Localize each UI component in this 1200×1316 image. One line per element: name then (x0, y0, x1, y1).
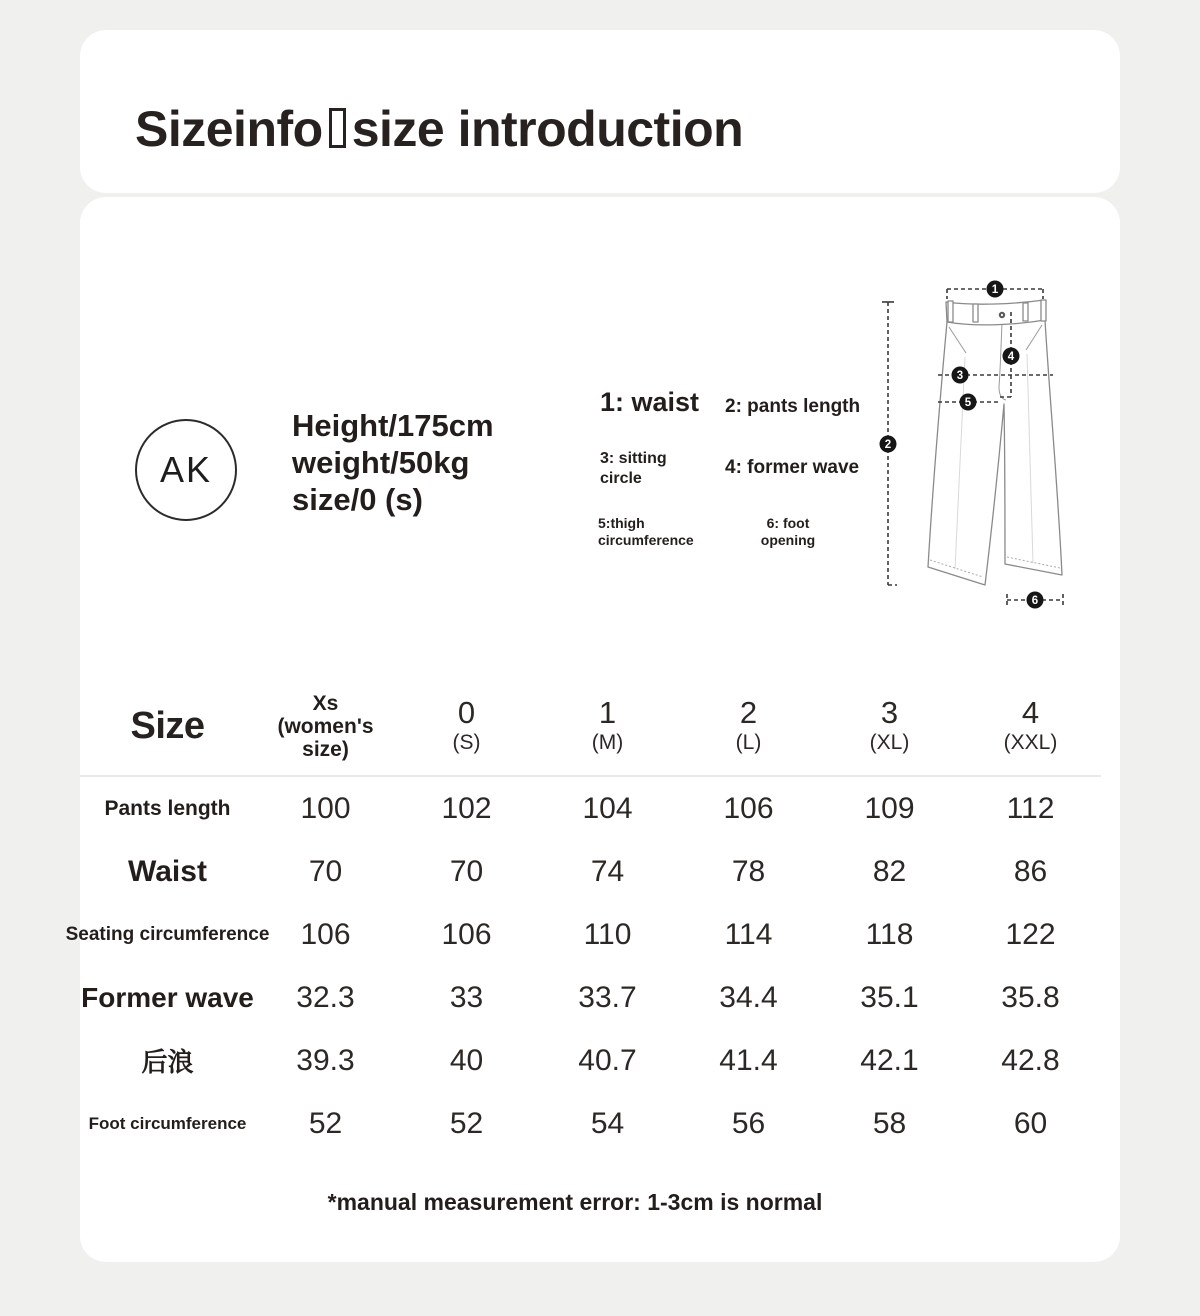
column-size-number: 0 (457, 695, 476, 730)
column-size-letter: (XXL) (1003, 731, 1058, 754)
row-label: 后浪 (141, 1047, 194, 1077)
pants-measurement-diagram (875, 269, 1120, 619)
marker-3 (952, 367, 969, 384)
measurement-value: 112 (1006, 791, 1055, 825)
size-table (65, 677, 1101, 1155)
column-size-letter: (women's size) (277, 714, 374, 761)
measurement-value: 102 (441, 791, 492, 825)
belt-loop (1023, 303, 1028, 321)
measurement-value: 42.8 (1001, 1043, 1060, 1077)
belt-loop (973, 304, 978, 322)
measurement-value: 86 (1013, 854, 1048, 888)
measurement-value: 52 (308, 1106, 343, 1140)
column-size-number: 1 (598, 695, 617, 730)
svg-text:5: 5 (964, 397, 972, 409)
page-title (135, 102, 743, 157)
measurement-value: 40.7 (578, 1043, 637, 1077)
title-card (80, 30, 1120, 193)
measurement-value: 109 (864, 791, 915, 825)
measurement-value: 39.3 (296, 1043, 355, 1077)
marker-2 (880, 436, 897, 453)
measurement-value: 74 (590, 854, 625, 888)
measurement-value: 106 (441, 917, 492, 951)
row-label: Foot circumference (88, 1113, 247, 1133)
measurement-value: 110 (583, 917, 632, 951)
column-size-letter: (S) (452, 731, 481, 754)
measurement-value: 70 (308, 854, 343, 888)
measurement-value: 106 (300, 917, 351, 951)
size-info-card (65, 197, 1120, 1262)
measurement-value: 40 (449, 1043, 484, 1077)
measurement-note: *manual measurement error: 1-3cm is normal (327, 1189, 823, 1215)
brand-badge (135, 419, 237, 521)
measurement-value: 104 (582, 791, 633, 825)
table-row (80, 1092, 1101, 1155)
waist-button-center (1001, 314, 1003, 316)
table-row (80, 840, 1101, 903)
measurement-value: 114 (724, 917, 773, 951)
legend-waist (600, 387, 699, 418)
svg-text:2: 2 (884, 439, 892, 451)
marker-6 (1027, 592, 1044, 609)
svg-text:4: 4 (1007, 351, 1015, 363)
row-label: Pants length (104, 796, 231, 820)
column-size-number: 4 (1021, 695, 1040, 730)
legend-waist-text: 1: waist (600, 387, 700, 417)
title-prefix: Sizeinfo (135, 101, 323, 157)
column-header (537, 696, 678, 756)
column-size-letter: (M) (591, 731, 624, 754)
column-size-number: Xs (312, 691, 339, 715)
measurement-value: 100 (300, 791, 351, 825)
measurement-value: 52 (449, 1106, 484, 1140)
brand-badge-label: AK (159, 449, 213, 490)
table-row (80, 777, 1101, 840)
marker-1 (987, 281, 1004, 298)
measurement-value: 42.1 (860, 1043, 919, 1077)
measurement-value: 35.8 (1001, 980, 1060, 1014)
legend-thigh-circumference: 5:thigh circumference (598, 515, 694, 548)
measurement-value: 32.3 (296, 980, 355, 1014)
model-info (292, 407, 494, 518)
title-suffix: size introduction (351, 101, 744, 157)
column-header (678, 696, 819, 756)
measurement-value: 60 (1013, 1106, 1048, 1140)
column-header (819, 696, 960, 756)
row-label: Waist (128, 854, 207, 888)
legend-foot-opening: 6: foot opening (760, 515, 816, 548)
measurement-value: 54 (590, 1106, 625, 1140)
row-label: Seating circumference (65, 923, 270, 945)
pants-legs (928, 320, 1062, 585)
column-size-letter: (XL) (869, 731, 910, 754)
legend-former-wave (725, 457, 859, 479)
column-size-number: 2 (739, 695, 758, 730)
measurement-value: 78 (731, 854, 766, 888)
table-corner-label: Size (130, 704, 205, 747)
belt-loop (1041, 300, 1046, 321)
legend-pants-length (725, 396, 860, 418)
svg-text:3: 3 (956, 370, 964, 382)
column-header (960, 696, 1101, 756)
belt-loop (948, 301, 953, 322)
model-weight: weight/50kg (292, 445, 470, 480)
measurement-value: 33.7 (578, 980, 637, 1014)
column-size-number: 3 (880, 695, 899, 730)
column-size-letter: (L) (735, 731, 762, 754)
measurement-value: 106 (723, 791, 774, 825)
table-row (65, 903, 1101, 966)
waistband (946, 300, 1045, 325)
legend-former-wave-text: 4: former wave (725, 457, 860, 478)
svg-text:1: 1 (991, 284, 999, 296)
svg-text:6: 6 (1031, 595, 1039, 607)
measurement-value: 122 (1005, 917, 1056, 951)
measurement-value: 35.1 (860, 980, 919, 1014)
table-header-row (80, 677, 1101, 777)
model-size: size/0 (s) (292, 482, 423, 517)
measurement-value: 41.4 (719, 1043, 778, 1077)
measurement-value: 82 (872, 854, 907, 888)
model-height: Height/175cm (292, 408, 494, 443)
legend-sitting-circle: 3: sitting circle (600, 450, 667, 487)
measurement-value: 58 (872, 1106, 907, 1140)
column-header (396, 696, 537, 756)
legend-pants-length-text: 2: pants length (725, 396, 861, 417)
column-header (255, 692, 396, 761)
measurement-value: 34.4 (719, 980, 778, 1014)
marker-4 (1003, 348, 1020, 365)
measurement-value: 56 (731, 1106, 766, 1140)
marker-5 (960, 394, 977, 411)
measurement-value: 33 (449, 980, 484, 1014)
row-label: Former wave (81, 981, 254, 1013)
table-row (80, 1029, 1101, 1092)
missing-glyph-box (329, 108, 346, 148)
measurement-value: 70 (449, 854, 484, 888)
measurement-value: 118 (865, 917, 914, 951)
table-row (80, 966, 1101, 1029)
